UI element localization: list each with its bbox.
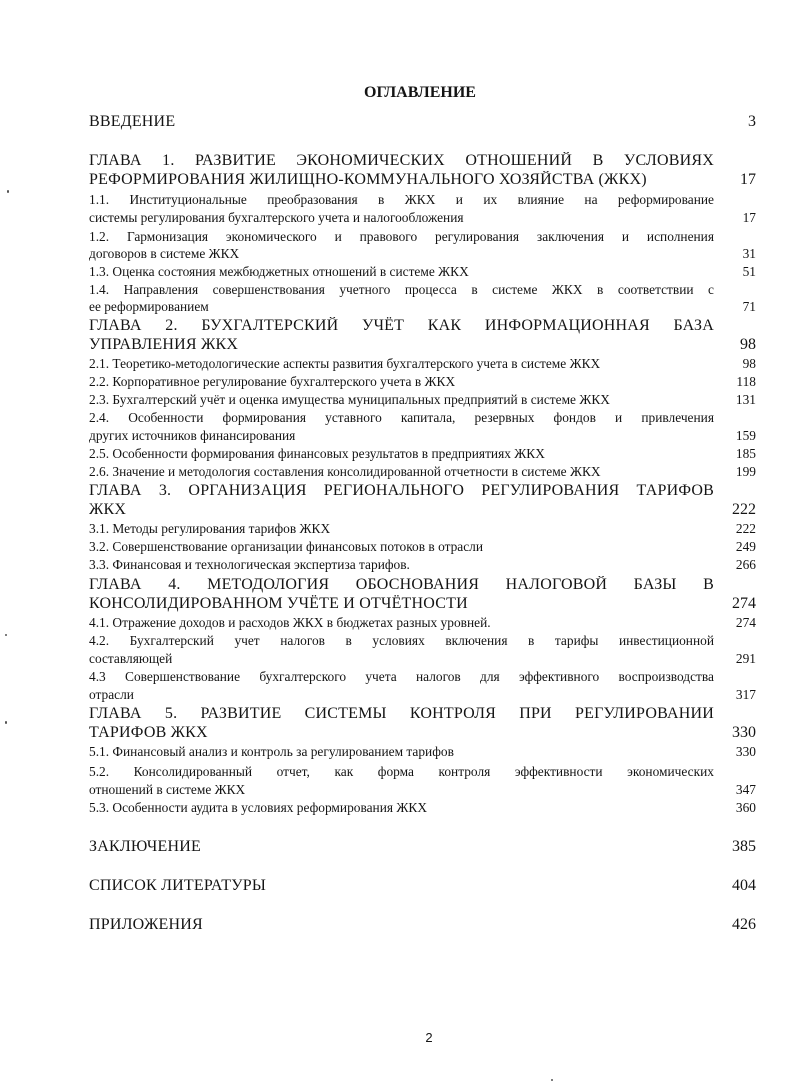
toc-entry-text: СПИСОК ЛИТЕРАТУРЫ — [89, 877, 266, 894]
toc-entry-page: 291 — [735, 651, 756, 666]
scan-speck — [5, 634, 7, 636]
toc-entry-text: ГЛАВА 3. ОРГАНИЗАЦИЯ РЕГИОНАЛЬНОГО РЕГУЛИРОВАНИЯ ТАРИФОВ — [89, 482, 714, 499]
toc-chapter-3-line-1 — [89, 482, 756, 500]
toc-section-1-4-line-1 — [89, 282, 756, 298]
toc-entry-text: КОНСОЛИДИРОВАННОМ УЧЁТЕ И ОТЧЁТНОСТИ — [89, 595, 468, 612]
toc-entry-page: 17 — [742, 210, 756, 225]
toc-entry-text: 1.4. Направления совершенствования учетного процесса в системе ЖКХ в соответствии с — [89, 282, 714, 297]
scan-speck — [5, 721, 7, 724]
toc-entry-text: ГЛАВА 1. РАЗВИТИЕ ЭКОНОМИЧЕСКИХ ОТНОШЕНИЙ В УСЛОВИЯХ — [89, 152, 714, 169]
toc-section-5-2-line-2 — [89, 782, 756, 798]
toc-entry-page: 159 — [735, 428, 756, 443]
toc-section-3-1 — [89, 521, 756, 537]
toc-entry-text: 3.2. Совершенствование организации финансовых потоков в отрасли — [89, 539, 484, 554]
toc-entry-page: 199 — [735, 464, 756, 479]
toc-chapter-2-line-1 — [89, 317, 756, 335]
toc-entry-text: договоров в системе ЖКХ — [89, 246, 240, 261]
toc-section-1-3 — [89, 264, 756, 280]
toc-section-2-4-line-1 — [89, 410, 756, 426]
toc-entry-page: 131 — [735, 392, 756, 407]
toc-entry-text: ее реформированием — [89, 299, 209, 314]
toc-entry-text: 2.2. Корпоративное регулирование бухгалтерского учета в ЖКХ — [89, 374, 456, 389]
toc-entry-page: 118 — [736, 374, 756, 389]
toc-entry-text: 4.1. Отражение доходов и расходов ЖКХ в бюджетах разных уровней. — [89, 615, 491, 630]
toc-entry-text: ГЛАВА 5. РАЗВИТИЕ СИСТЕМЫ КОНТРОЛЯ ПРИ РЕГУЛИРОВАНИИ — [89, 705, 714, 722]
toc-entry-text: 5.1. Финансовый анализ и контроль за регулированием тарифов — [89, 744, 454, 759]
toc-section-5-2-line-1 — [89, 764, 756, 780]
toc-entry-text: 4.3 Совершенствование бухгалтерского учета налогов для эффективного воспроизводства — [89, 669, 714, 684]
toc-entry-page: 274 — [732, 595, 756, 612]
toc-section-2-2 — [89, 374, 756, 390]
scan-speck — [7, 190, 9, 193]
page-number: 2 — [425, 1030, 433, 1045]
toc-entry-text: 2.3. Бухгалтерский учёт и оценка имущества муниципальных предприятий в системе ЖКХ — [89, 392, 610, 407]
toc-entry-text: 1.1. Институциональные преобразования в ЖКХ и их влияние на реформирование — [89, 192, 714, 207]
toc-entry-page: 360 — [735, 800, 756, 815]
toc-entry-text: ЖКХ — [89, 501, 127, 518]
toc-entry-page: 3 — [748, 113, 756, 130]
toc-section-4-1 — [89, 615, 756, 631]
toc-chapter-4-line-1 — [89, 576, 756, 594]
toc-section-1-2-line-2 — [89, 246, 756, 262]
toc-entry-text: других источников финансирования — [89, 428, 296, 443]
toc-entry-text: отношений в системе ЖКХ — [89, 782, 246, 797]
toc-entry-text: 4.2. Бухгалтерский учет налогов в условиях включения в тарифы инвестиционной — [89, 633, 714, 648]
toc-chapter-3-line-2 — [89, 501, 756, 519]
page-title: ОГЛАВЛЕНИЕ — [364, 84, 476, 101]
toc-entry-text: ВВЕДЕНИЕ — [89, 113, 176, 130]
toc-entry-page: 249 — [735, 539, 756, 554]
toc-entry-text: 5.3. Особенности аудита в условиях реформирования ЖКХ — [89, 800, 427, 815]
toc-entry-page: 274 — [735, 615, 756, 630]
toc-entry-page: 330 — [735, 744, 756, 759]
toc-section-2-6 — [89, 464, 756, 480]
toc-section-5-3 — [89, 800, 756, 816]
toc-entry-conclusion — [89, 838, 756, 856]
toc-section-4-2-line-2 — [89, 651, 756, 667]
toc-section-2-3 — [89, 392, 756, 408]
toc-entry-text: ГЛАВА 2. БУХГАЛТЕРСКИЙ УЧЁТ КАК ИНФОРМАЦИОННАЯ БАЗА — [89, 317, 714, 334]
toc-entry-appendices — [89, 916, 756, 934]
toc-entry-text: ТАРИФОВ ЖКХ — [89, 724, 208, 741]
toc-entry-page: 98 — [742, 356, 756, 371]
toc-entry-page: 317 — [735, 687, 756, 702]
toc-entry-page: 347 — [735, 782, 756, 797]
toc-chapter-5-line-2 — [89, 724, 756, 742]
toc-entry-page: 266 — [735, 557, 756, 572]
toc-entry-page: 185 — [735, 446, 756, 461]
toc-chapter-1-line-2 — [89, 171, 756, 189]
toc-entry-page: 330 — [732, 724, 756, 741]
toc-section-1-2-line-1 — [89, 229, 756, 245]
toc-entry-text: УПРАВЛЕНИЯ ЖКХ — [89, 336, 239, 353]
scan-speck — [551, 1079, 553, 1081]
toc-entry-page: 222 — [735, 521, 756, 536]
toc-entry-page: 222 — [732, 501, 756, 518]
toc-entry-page: 17 — [740, 171, 756, 188]
toc-section-1-1-line-2 — [89, 210, 756, 226]
toc-chapter-1-line-1 — [89, 152, 756, 170]
toc-entry-page: 71 — [742, 299, 756, 314]
toc-entry-text: отрасли — [89, 687, 134, 702]
toc-entry-bibliography — [89, 877, 756, 895]
toc-entry-text: ЗАКЛЮЧЕНИЕ — [89, 838, 201, 855]
toc-entry-text: 2.1. Теоретико-методологические аспекты развития бухгалтерского учета в системе ЖКХ — [89, 356, 601, 371]
toc-entry-page: 426 — [732, 916, 756, 933]
toc-entry-text: 3.3. Финансовая и технологическая экспертиза тарифов. — [89, 557, 410, 572]
toc-section-4-2-line-1 — [89, 633, 756, 649]
toc-section-2-4-line-2 — [89, 428, 756, 444]
toc-entry-page: 404 — [732, 877, 756, 894]
toc-section-1-1-line-1 — [89, 192, 756, 208]
toc-entry-text: 2.6. Значение и методология составления консолидированной отчетности в системе ЖКХ — [89, 464, 601, 479]
toc-entry-text: 1.3. Оценка состояния межбюджетных отношений в системе ЖКХ — [89, 264, 469, 279]
toc-entry-text: 2.5. Особенности формирования финансовых результатов в предприятиях ЖКХ — [89, 446, 545, 461]
toc-entry-text: ПРИЛОЖЕНИЯ — [89, 916, 203, 933]
toc-entry-introduction — [89, 113, 756, 131]
toc-entry-text: системы регулирования бухгалтерского учета и налогообложения — [89, 210, 464, 225]
toc-entry-text: составляющей — [89, 651, 173, 666]
toc-entry-page: 51 — [742, 264, 756, 279]
toc-section-4-3-line-1 — [89, 669, 756, 685]
toc-chapter-2-line-2 — [89, 336, 756, 354]
toc-section-2-1 — [89, 356, 756, 372]
toc-entry-page: 98 — [740, 336, 756, 353]
toc-section-4-3-line-2 — [89, 687, 756, 703]
toc-entry-text: РЕФОРМИРОВАНИЯ ЖИЛИЩНО-КОММУНАЛЬНОГО ХОЗЯЙСТВА (ЖКХ) — [89, 171, 647, 188]
toc-section-1-4-line-2 — [89, 299, 756, 315]
toc-entry-text: 1.2. Гармонизация экономического и правового регулирования заключения и исполнения — [89, 229, 714, 244]
toc-entry-text: ГЛАВА 4. МЕТОДОЛОГИЯ ОБОСНОВАНИЯ НАЛОГОВОЙ БАЗЫ В — [89, 576, 714, 593]
toc-entry-page: 31 — [742, 246, 756, 261]
toc-entry-page: 385 — [732, 838, 756, 855]
toc-entry-text: 3.1. Методы регулирования тарифов ЖКХ — [89, 521, 331, 536]
toc-section-5-1 — [89, 744, 756, 760]
toc-section-3-3 — [89, 557, 756, 573]
toc-chapter-4-line-2 — [89, 595, 756, 613]
toc-section-3-2 — [89, 539, 756, 555]
toc-entry-text: 2.4. Особенности формирования уставного капитала, резервных фондов и привлечения — [89, 410, 714, 425]
toc-chapter-5-line-1 — [89, 705, 756, 723]
toc-entry-text: 5.2. Консолидированный отчет, как форма контроля эффективности экономических — [89, 764, 714, 779]
toc-section-2-5 — [89, 446, 756, 462]
